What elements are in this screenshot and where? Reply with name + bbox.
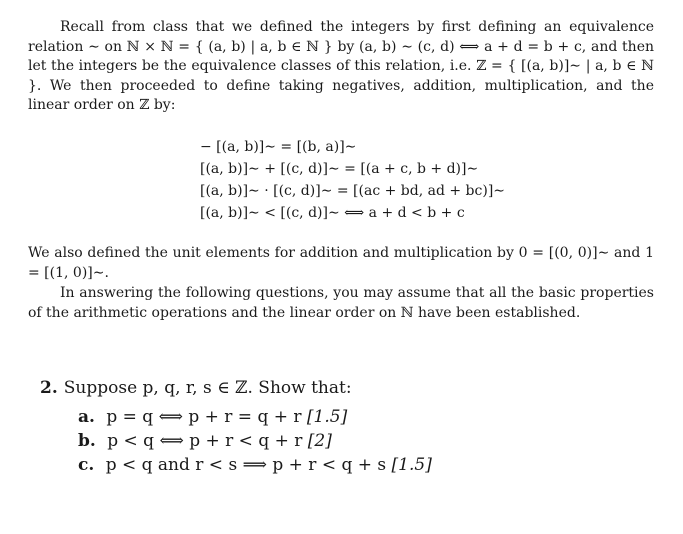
part-statement: p < q and r < s ⟹ p + r < q + s [105,455,387,475]
question-part-c [78,453,432,477]
definition-order: [(a, b)]∼ < [(c, d)]∼ ⟺ a + d < b + c [200,205,465,221]
question-number: 2. [40,378,58,398]
question-heading [40,378,352,398]
part-marks: [2] [307,431,332,451]
part-marks: [1.5] [306,407,348,427]
part-marks: [1.5] [391,455,432,475]
part-label: c. [78,455,95,475]
part-statement: p < q ⟺ p + r < q + r [107,431,303,451]
intro-paragraph-3: In answering the following questions, you may assume that all the basic properties of the arithmetic operations and the linear order on ℕ have been established. [28,285,654,321]
part-statement: p = q ⟺ p + r = q + r [106,407,302,427]
question-part-b [78,429,432,453]
question-prompt: Suppose p, q, r, s ∈ ℤ. Show that: [63,378,352,398]
definitions-block [200,136,505,224]
intro-paragraph-2: We also defined the unit elements for addition and multiplication by 0 = [(0, 0)]∼ and 1 = [(1, 0)]∼. [28,245,654,281]
intro-paragraph-1: Recall from class that we defined the integers by first defining an equivalence relation ∼ on ℕ × ℕ = { (a, b) | a, b ∈ ℕ } by (a, b) ∼ (c, d) ⟺ a + d = b + c, and then let the integers be the equivalence classes of this relation, i.e. ℤ = { [(a, b)]∼ | a, b ∈ ℕ }. We then proceeded to define taking negatives, addition, multiplication, and the linear order on ℤ by: [28,19,654,113]
definition-negation: − [(a, b)]∼ = [(b, a)]∼ [200,139,357,155]
question-part-a [78,405,432,429]
definition-multiplication: [(a, b)]∼ · [(c, d)]∼ = [(ac + bd, ad + bc)]∼ [200,183,506,199]
definition-addition: [(a, b)]∼ + [(c, d)]∼ = [(a + c, b + d)]∼ [200,161,479,177]
question-parts [78,405,432,477]
part-label: b. [78,431,96,451]
part-label: a. [78,407,95,427]
